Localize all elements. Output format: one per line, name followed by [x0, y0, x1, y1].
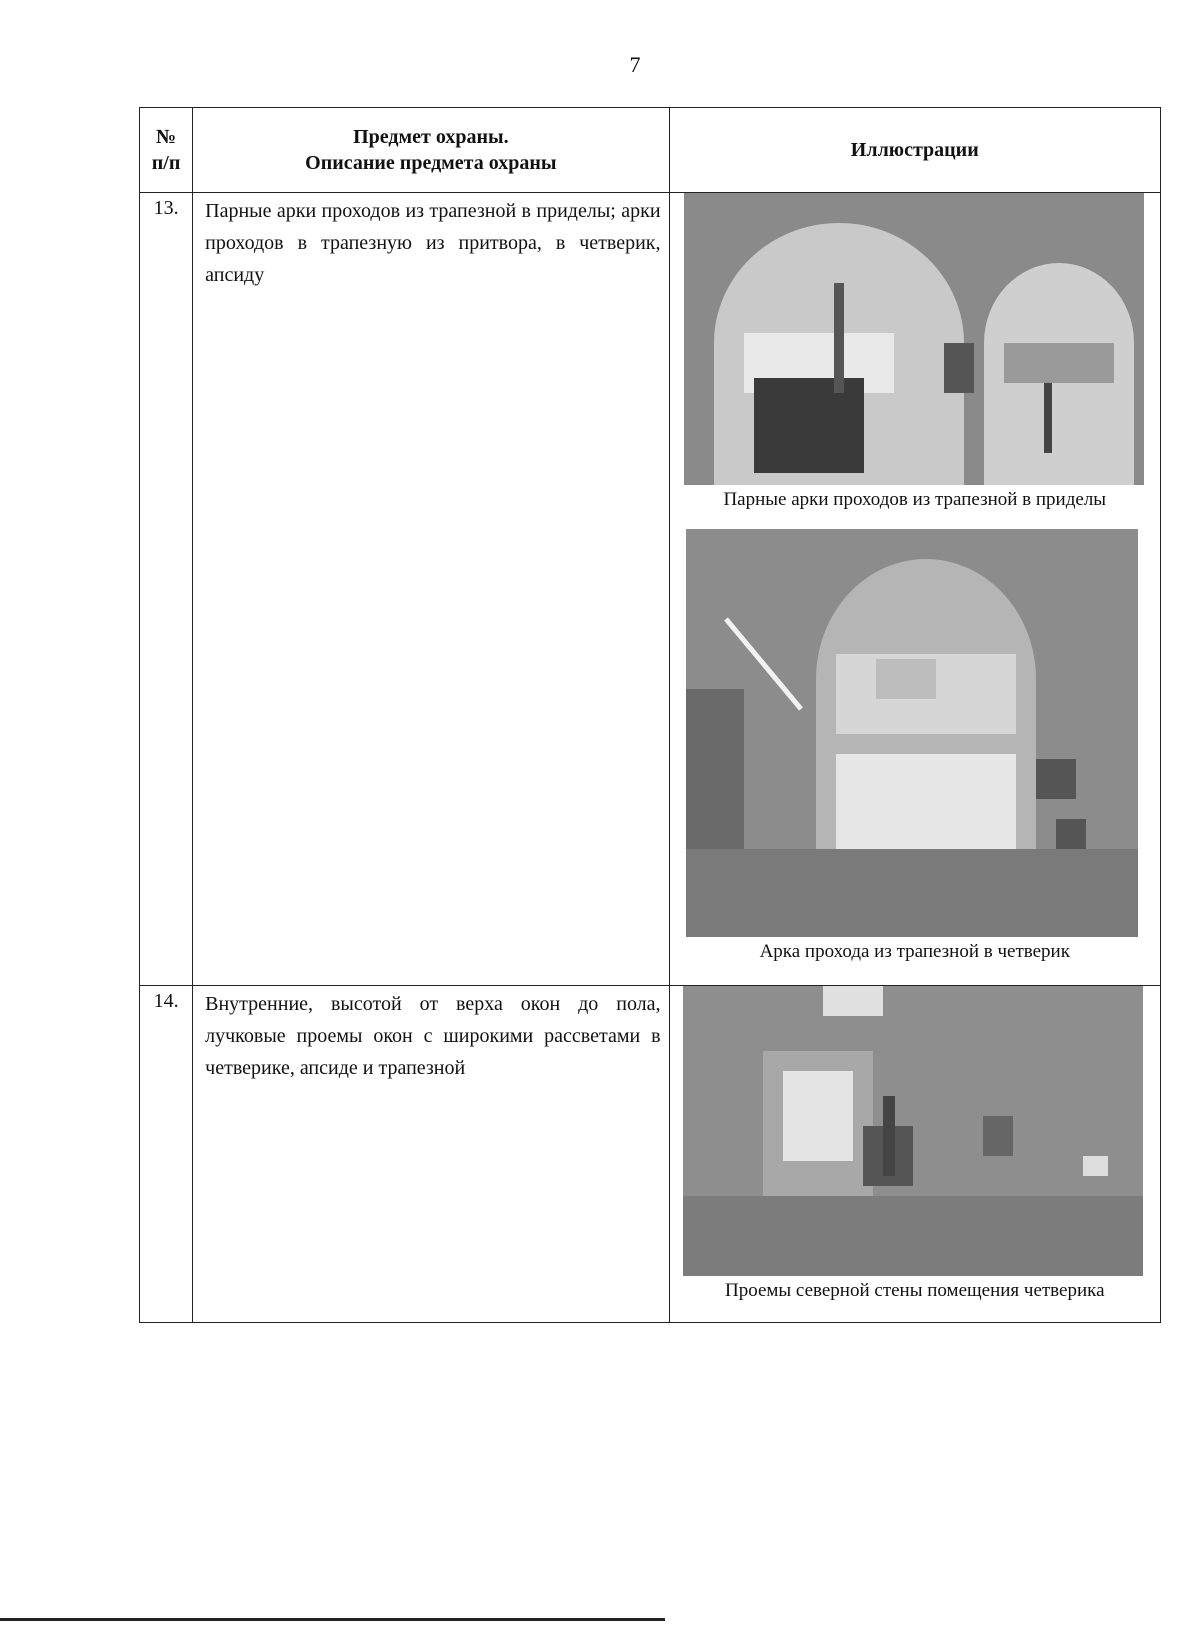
photo-north-wall-openings — [683, 986, 1143, 1276]
photo-paired-arches — [684, 193, 1144, 485]
figure-caption: Парные арки проходов из трапезной в приделы — [723, 489, 1107, 510]
footer-rule — [0, 1618, 665, 1621]
table-header-row — [140, 108, 1161, 193]
protection-table — [139, 107, 1161, 1323]
page-number: 7 — [629, 52, 641, 77]
row-description: Парные арки проходов из трапезной в приделы; арки проходов в трапезную из притвора, в четверик, апсиду — [193, 193, 669, 986]
header-number — [140, 108, 193, 193]
header-subject-line2: Описание предмета охраны — [305, 152, 557, 174]
figure-caption: Арка прохода из трапезной в четверик — [759, 941, 1070, 962]
header-number-line1: № — [156, 126, 177, 148]
photo-arch-to-chetverik — [686, 529, 1138, 937]
header-subject-line1: Предмет охраны. — [353, 126, 509, 148]
row-illustrations — [669, 193, 1160, 986]
figure-caption: Проемы северной стены помещения четверика — [724, 1280, 1105, 1301]
figure — [670, 529, 1160, 985]
photo-north-wall-openings-image — [683, 986, 1143, 1276]
figure — [670, 193, 1160, 529]
row-illustrations — [669, 986, 1160, 1323]
photo-arch-to-chetverik-image — [686, 529, 1138, 937]
header-illustrations: Иллюстрации — [669, 108, 1160, 193]
figure — [670, 986, 1160, 1322]
header-number-line2: п/п — [151, 152, 181, 174]
row-description: Внутренние, высотой от верха окон до пола, лучковые проемы окон с широкими рассветами в четверике, апсиде и трапезной — [193, 986, 669, 1323]
table-row — [140, 193, 1161, 986]
row-number: 13. — [140, 193, 193, 986]
header-subject — [193, 108, 669, 193]
row-number: 14. — [140, 986, 193, 1323]
table-row — [140, 986, 1161, 1323]
photo-paired-arches-image — [684, 193, 1144, 485]
